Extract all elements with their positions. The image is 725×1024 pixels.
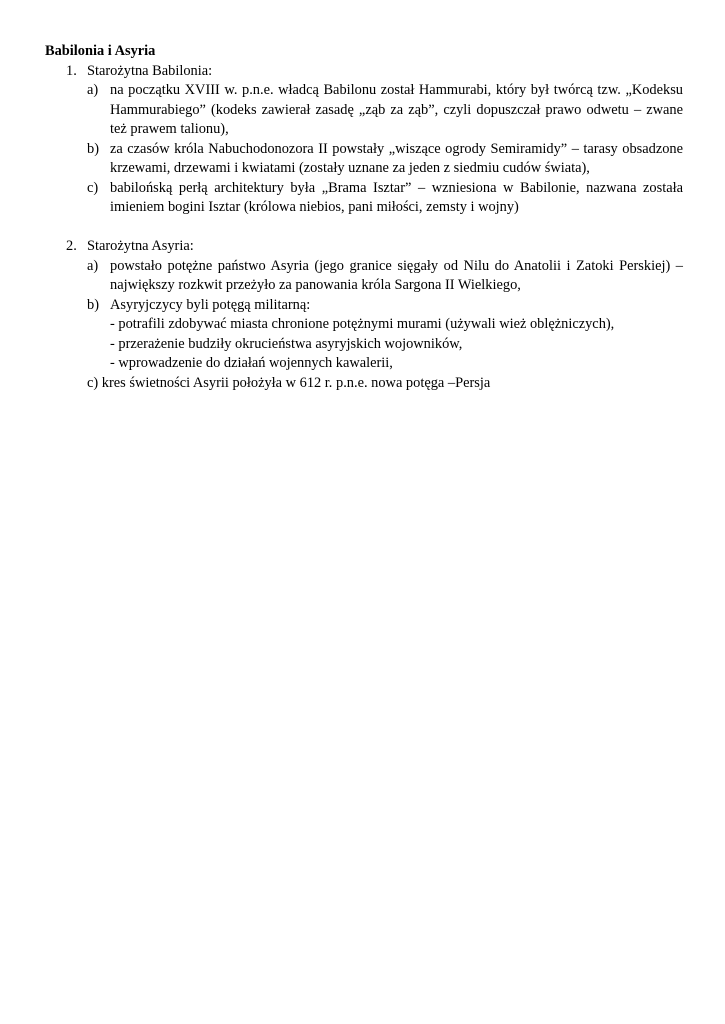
- section-babilonia: [45, 62, 683, 218]
- list-item: [87, 81, 683, 140]
- item-text: na początku XVIII w. p.n.e. władcą Babilonu został Hammurabi, który był twórcą tzw. „Kodeksu Hammurabiego” (kodeks zawierał zasadę „ząb za ząb”, czyli dopuszczał prawo odwetu – zwane też prawem talionu),: [110, 82, 683, 137]
- sub-list-line: - wprowadzenie do działań wojennych kawalerii,: [110, 355, 393, 371]
- item-text: powstało potężne państwo Asyria (jego granice sięgały od Nilu do Anatolii i Zatoki Perskiej) – największy rozkwit przeżyło za panowania króla Sargona II Wielkiego,: [110, 257, 683, 293]
- section-heading: Starożytna Asyria:: [87, 238, 194, 254]
- section-number: 2.: [66, 238, 77, 254]
- item-letter: c): [87, 179, 99, 196]
- section-heading: Starożytna Babilonia:: [87, 62, 213, 79]
- sub-list-line: - potrafili zdobywać miasta chronione potężnymi murami (używali wież oblężniczych),: [110, 316, 615, 332]
- document-content: [45, 42, 683, 393]
- list-item: [87, 257, 683, 296]
- item-text: babilońską perłą architektury była „Brama Isztar” – wzniesiona w Babilonie, nazwana została imieniem bogini Isztar (królowa niebios, pani miłości, zemsty i wojny): [110, 179, 683, 215]
- item-text: Asyryjczycy byli potęgą militarną:: [110, 296, 311, 313]
- section-number: 1.: [66, 62, 77, 79]
- section-asyria: [45, 237, 683, 393]
- list-item: [87, 296, 683, 374]
- section-spacer: [45, 218, 683, 238]
- sub-list-line: - przerażenie budziły okrucieństwa asyryjskich wojowników,: [110, 335, 463, 352]
- item-letter: b): [87, 296, 99, 313]
- item-text: za czasów króla Nabuchodonozora II powstały „wiszące ogrody Semiramidy” – tarasy obsadzone krzewami, drzewami i kwiatami (zostały uznane za jeden z siedmiu cudów świata),: [110, 140, 683, 176]
- closing-item: c) kres świetności Asyrii położyła w 612 r. p.n.e. nowa potęga –Persja: [87, 374, 491, 391]
- item-letter: a): [87, 82, 99, 98]
- item-letter: b): [87, 140, 99, 157]
- list-item: [87, 179, 683, 218]
- list-item: [87, 140, 683, 179]
- item-letter: a): [87, 257, 99, 274]
- document-title: Babilonia i Asyria: [45, 43, 156, 59]
